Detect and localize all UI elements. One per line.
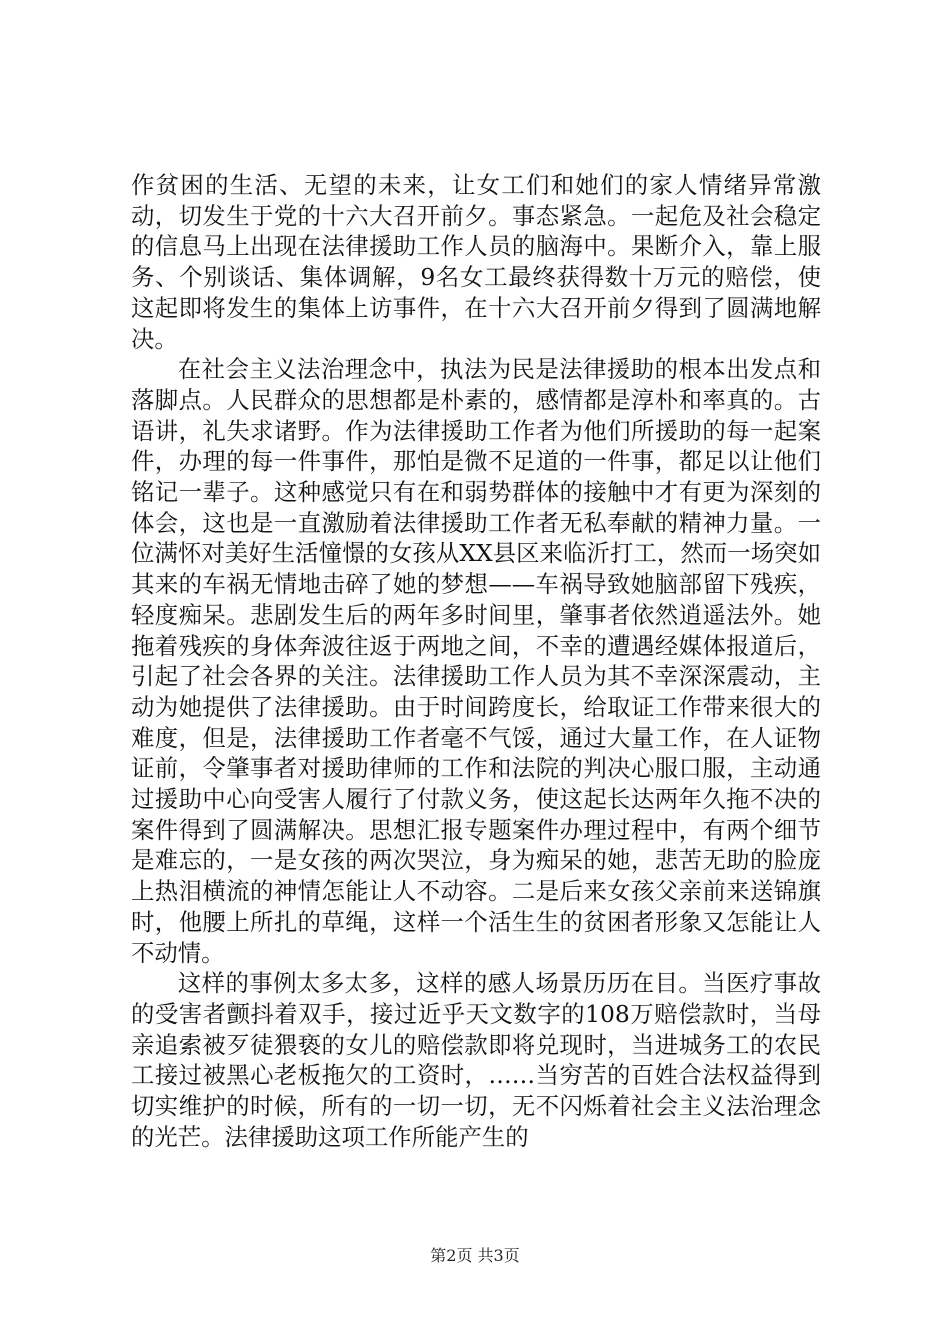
paragraph-2: 在社会主义法治理念中，执法为民是法律援助的根本出发点和落脚点。人民群众的思想都是朴素的，感情都是淳朴和率真的。古语讲，礼失求诸野。作为法律援助工作者为他们所援助的每一起案件，办理的每一件事件，那怕是微不足道的一件事，都足以让他们铭记一辈子。这种感觉只有在和弱势群体的接触中才有更为深刻的体会，这也是一直激励着法律援助工作者无私奉献的精神力量。一位满怀对美好生活憧憬的女孩从XX县区来临沂打工，然而一场突如其来的车祸无情地击碎了她的梦想——车祸导致她脑部留下残疾，轻度痴呆。悲剧发生后的两年多时间里，肇事者依然逍遥法外。她拖着残疾的身体奔波往返于两地之间，不幸的遭遇经媒体报道后，引起了社会各界的关注。法律援助工作人员为其不幸深深震动，主动为她提供了法律援助。由于时间跨度长，给取证工作带来很大的难度，但是，法律援助工作者毫不气馁，通过大量工作，在人证物证前，令肇事者对援助律师的工作和法院的判决心服口服，主动通过援助中心向受害人履行了付款义务，使这起长达两年久拖不决的案件得到了圆满解决。思想汇报专题案件办理过程中，有两个细节是难忘的，一是女孩的两次哭泣，身为痴呆的她，悲苦无助的脸庞上热泪横流的神情怎能让人不动容。二是后来女孩父亲前来送锦旗时，他腰上所扎的草绳，这样一个活生生的贫困者形象又怎能让人不动情。	[131, 355, 821, 967]
document-body	[131, 170, 821, 1153]
paragraph-1: 作贫困的生活、无望的未来，让女工们和她们的家人情绪异常激动，切发生于党的十六大召开前夕。事态紧急。一起危及社会稳定的信息马上出现在法律援助工作人员的脑海中。果断介入，靠上服务、个别谈话、集体调解，9名女工最终获得数十万元的赔偿，使这起即将发生的集体上访事件，在十六大召开前夕得到了圆满地解决。	[131, 171, 821, 353]
page-number-footer: 第2页 共3页	[430, 1246, 520, 1265]
paragraph-3: 这样的事例太多太多，这样的感人场景历历在目。当医疗事故的受害者颤抖着双手，接过近乎天文数字的108万赔偿款时，当母亲追索被歹徒猥亵的女儿的赔偿款即将兑现时，当进城务工的农民工接过被黑心老板拖欠的工资时，……当穷苦的百姓合法权益得到切实维护的时候，所有的一切一切，无不闪烁着社会主义法治理念的光芒。法律援助这项工作所能产生的	[131, 969, 821, 1151]
